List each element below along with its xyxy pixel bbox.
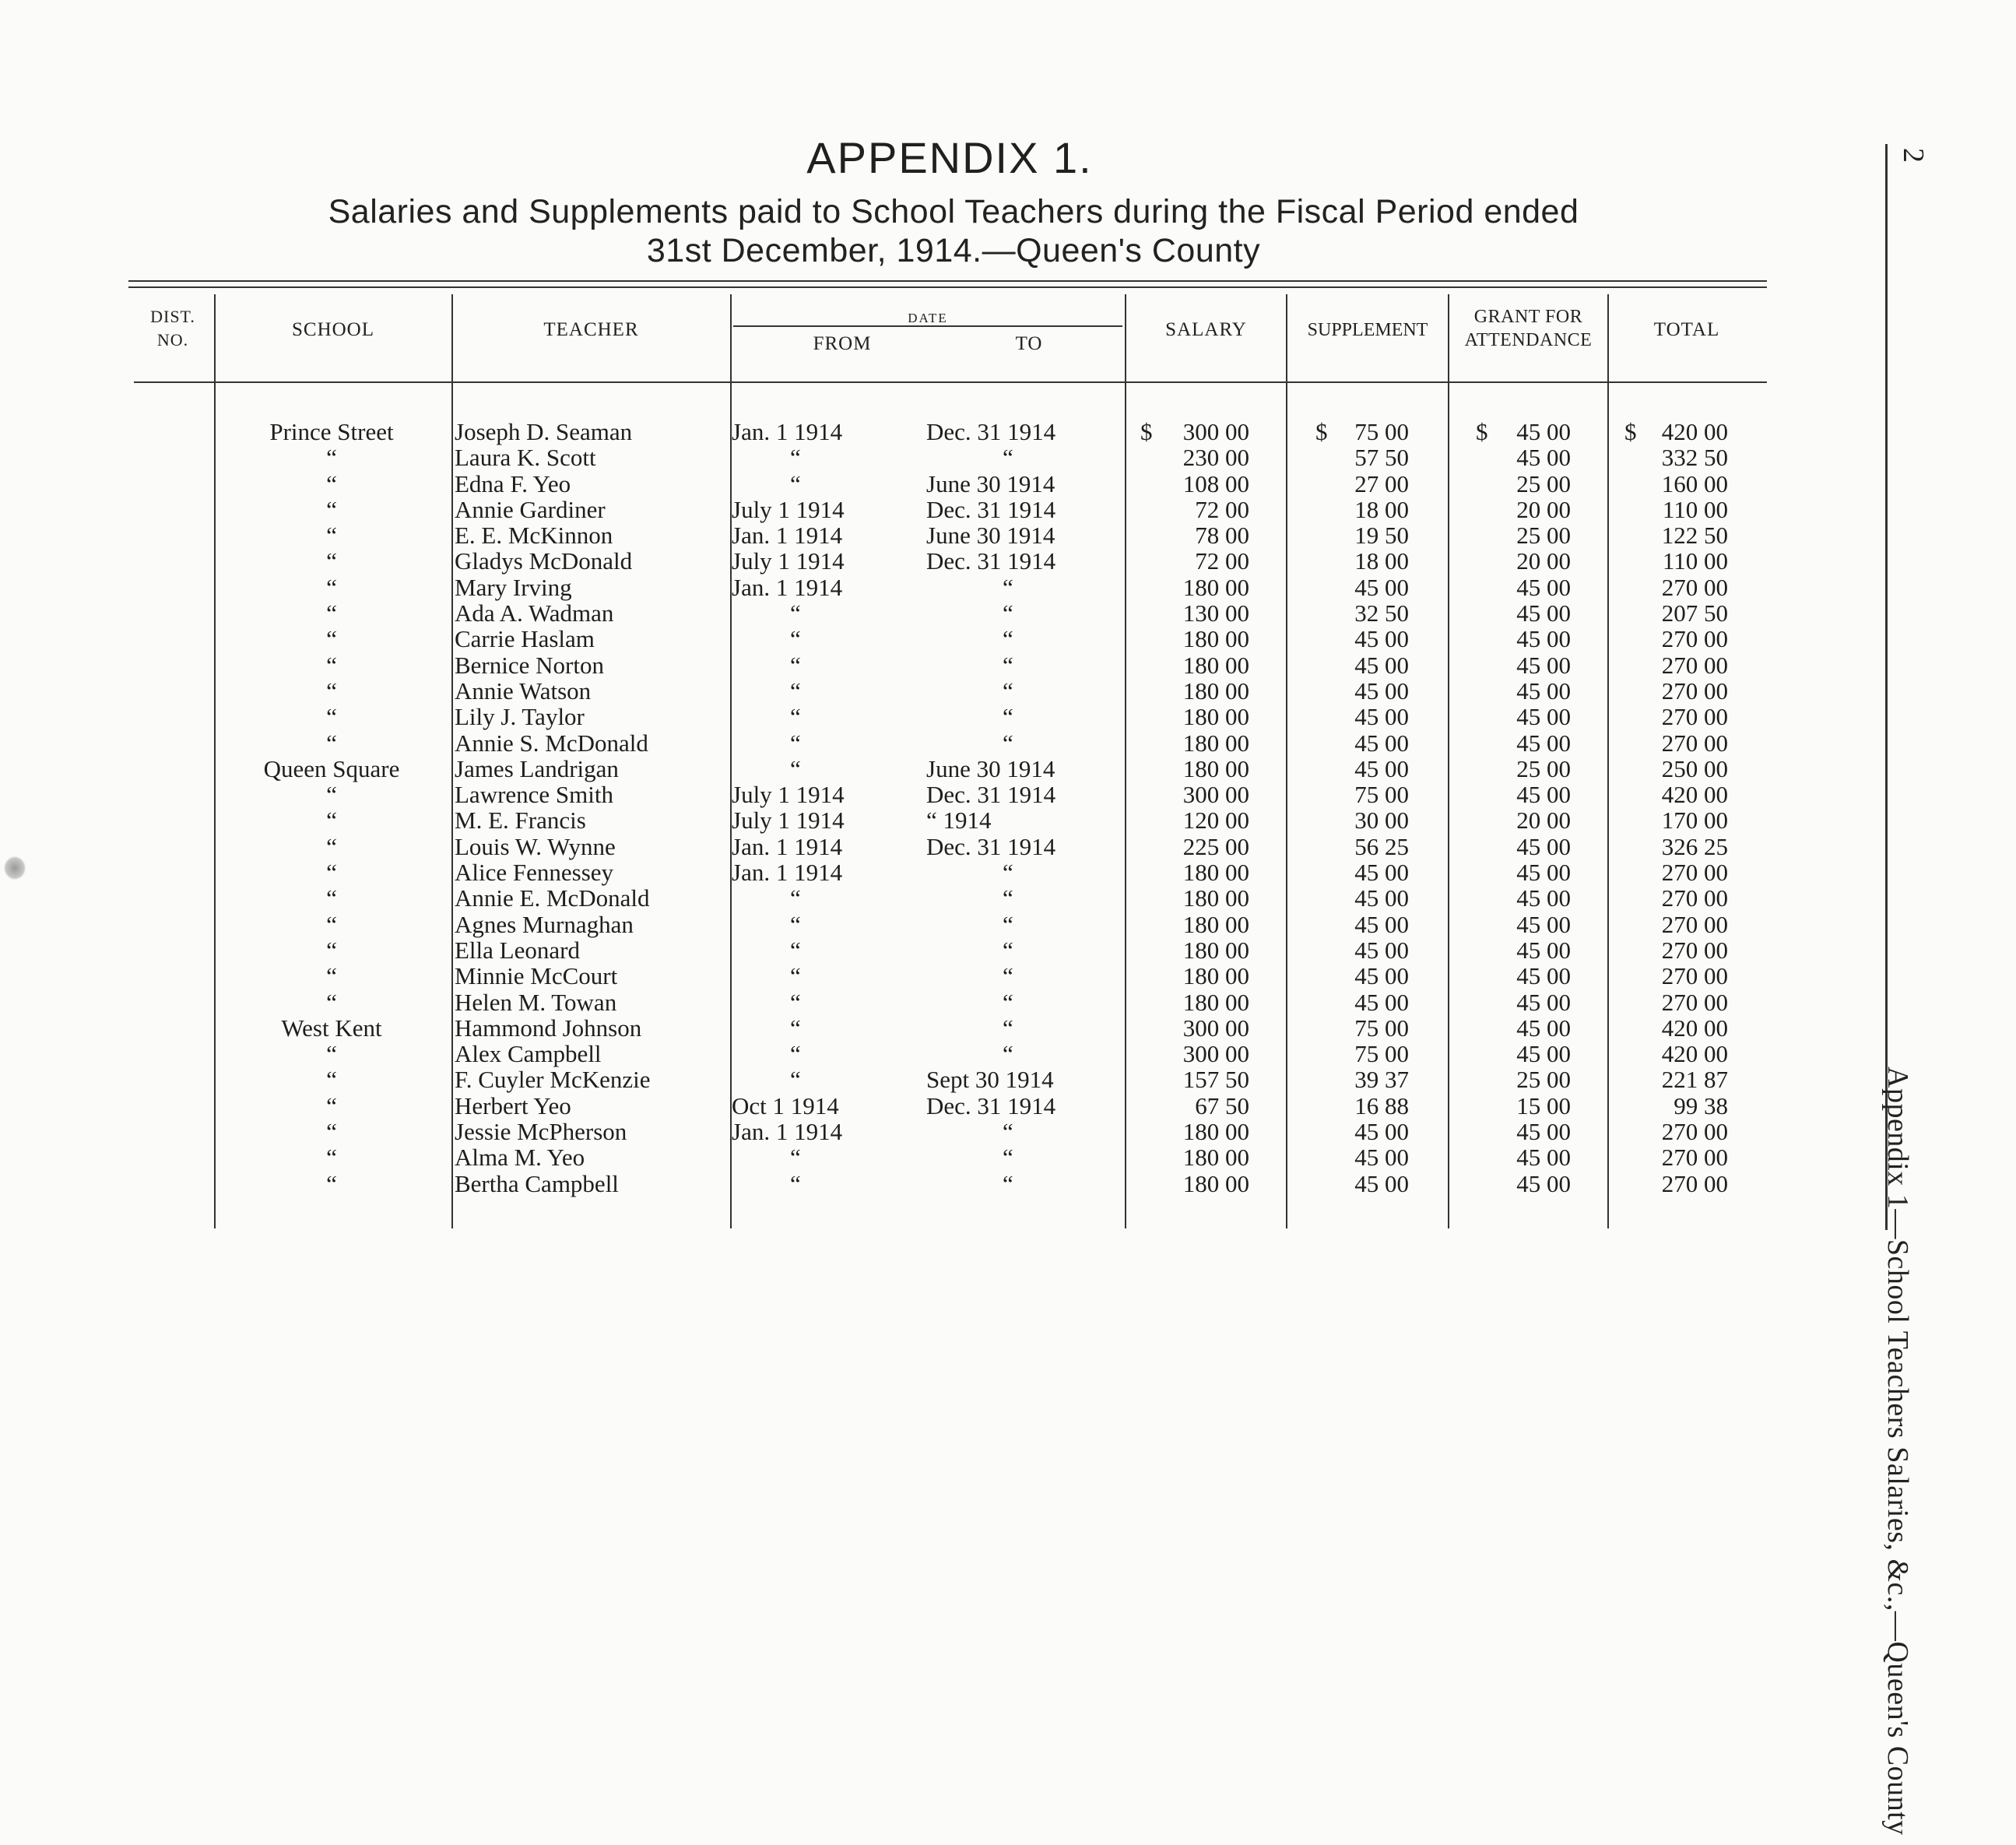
grant-cell: 45 00 [1516, 1118, 1571, 1146]
total-cell: 99 38 [1674, 1091, 1728, 1119]
table-row [0, 704, 1899, 729]
total-cell: 221 87 [1661, 1066, 1728, 1094]
grant-cell: 45 00 [1516, 703, 1571, 731]
from-date-cell: Jan. 1 1914 [732, 418, 843, 445]
teacher-cell: Alma M. Yeo [455, 1144, 585, 1172]
total-cell: 332 50 [1661, 444, 1728, 472]
total-cell: 326 25 [1661, 832, 1728, 860]
to-date-cell: “ [1003, 988, 1013, 1016]
salary-cell: 180 00 [1182, 754, 1249, 782]
total-cell: 250 00 [1661, 754, 1728, 782]
grant-cell: 45 00 [1516, 859, 1571, 887]
from-date-cell: “ [790, 988, 801, 1016]
to-date-cell: Dec. 31 1914 [926, 1091, 1056, 1119]
salary-cell: 78 00 [1195, 522, 1249, 550]
supplement-cell: 75 00 [1354, 781, 1409, 809]
teacher-cell: Annie S. McDonald [455, 729, 648, 757]
teacher-cell: Joseph D. Seaman [455, 418, 633, 445]
to-date-cell: “ [1003, 910, 1013, 938]
school-cell: “ [326, 962, 337, 990]
grant-cell: 25 00 [1516, 522, 1571, 550]
supplement-cell: 45 00 [1354, 625, 1409, 653]
supplement-cell: 19 50 [1354, 522, 1409, 550]
supplement-cell: 56 25 [1354, 832, 1409, 860]
teacher-cell: Edna F. Yeo [455, 469, 571, 497]
table-row [0, 963, 1899, 989]
teacher-cell: Ella Leonard [455, 936, 580, 964]
grant-cell: 45 00 [1516, 910, 1571, 938]
teacher-cell: F. Cuyler McKenzie [455, 1066, 651, 1094]
supplement-cell: 45 00 [1354, 1118, 1409, 1146]
school-cell: “ [326, 729, 337, 757]
total-cell: 270 00 [1661, 1144, 1728, 1172]
teacher-cell: Bertha Campbell [455, 1169, 619, 1197]
table-row [0, 1144, 1899, 1170]
salary-cell: 300 00 [1182, 1014, 1249, 1042]
from-date-cell: July 1 1914 [732, 781, 845, 809]
supplement-cell: 45 00 [1354, 754, 1409, 782]
from-date-cell: “ [790, 469, 801, 497]
school-cell: “ [326, 1040, 337, 1068]
table-row [0, 1015, 1899, 1041]
from-date-cell: “ [790, 444, 801, 472]
header-from: FROM [813, 333, 872, 354]
grant-cell: 45 00 [1516, 781, 1571, 809]
from-date-cell: July 1 1914 [732, 807, 845, 835]
table-row [0, 497, 1899, 522]
school-cell: “ [326, 444, 337, 472]
teacher-cell: Carrie Haslam [455, 625, 595, 653]
table-row [0, 445, 1899, 470]
to-date-cell: “ [1003, 625, 1013, 653]
school-cell: “ [326, 1144, 337, 1172]
to-date-cell: “ [1003, 1144, 1013, 1172]
table-top-rule [128, 280, 1767, 282]
supplement-cell: 45 00 [1354, 703, 1409, 731]
teacher-cell: Herbert Yeo [455, 1091, 571, 1119]
to-date-cell: Dec. 31 1914 [926, 495, 1056, 523]
to-date-cell: Sept 30 1914 [926, 1066, 1054, 1094]
grant-cell: 20 00 [1516, 495, 1571, 523]
supplement-cell: 57 50 [1354, 444, 1409, 472]
table-row [0, 756, 1899, 782]
grant-cell: 25 00 [1516, 1066, 1571, 1094]
salary-cell: 225 00 [1182, 832, 1249, 860]
salary-cell: 130 00 [1182, 599, 1249, 627]
salary-cell: 180 00 [1182, 729, 1249, 757]
school-cell: “ [326, 1066, 337, 1094]
from-date-cell: July 1 1914 [732, 547, 845, 575]
from-date-cell: “ [790, 1014, 801, 1042]
table-row [0, 1171, 1899, 1197]
table-row [0, 730, 1899, 756]
header-dist-no [134, 305, 212, 352]
salary-cell: 72 00 [1195, 495, 1249, 523]
total-cell: 270 00 [1661, 910, 1728, 938]
grant-cell: 45 00 [1516, 625, 1571, 653]
to-date-cell: Dec. 31 1914 [926, 781, 1056, 809]
teacher-cell: Lily J. Taylor [455, 703, 585, 731]
teacher-cell: Ada A. Wadman [455, 599, 614, 627]
from-date-cell: “ [790, 910, 801, 938]
grant-cell: 45 00 [1516, 444, 1571, 472]
grant-cell: 45 00 [1516, 599, 1571, 627]
salary-cell: 180 00 [1182, 1144, 1249, 1172]
table-row [0, 652, 1899, 678]
grant-cell: 25 00 [1516, 469, 1571, 497]
supplement-cell: 45 00 [1354, 910, 1409, 938]
header-dist-no-text: DIST. NO. [150, 307, 195, 350]
page-number: 2 [1897, 148, 1930, 163]
school-cell: “ [326, 936, 337, 964]
grant-cell: 15 00 [1516, 1091, 1571, 1119]
salary-cell: 180 00 [1182, 573, 1249, 601]
to-date-cell: “ [1003, 936, 1013, 964]
school-cell: “ [326, 884, 337, 912]
total-cell: 207 50 [1661, 599, 1728, 627]
side-running-caption: Appendix 1—School Teachers Salaries, &c.,—Queen's County [1881, 1067, 1914, 1836]
teacher-cell: Annie E. McDonald [455, 884, 650, 912]
page-subtitle-line1: Salaries and Supplements paid to School Teachers during the Fiscal Period ended [328, 193, 1579, 230]
to-date-cell: “ [1003, 444, 1013, 472]
from-date-cell: Jan. 1 1914 [732, 573, 843, 601]
total-cell: 270 00 [1661, 988, 1728, 1016]
header-school: SCHOOL [291, 319, 374, 340]
header-grant-text: GRANT FOR ATTENDANCE [1464, 307, 1593, 350]
grant-cell: 25 00 [1516, 754, 1571, 782]
supplement-cell: 45 00 [1354, 962, 1409, 990]
school-cell: “ [326, 988, 337, 1016]
to-date-cell: “ [1003, 1040, 1013, 1068]
total-cell: 270 00 [1661, 884, 1728, 912]
header-grant [1449, 305, 1607, 352]
supplement-cell: 75 00 [1354, 418, 1409, 445]
salary-cell: 180 00 [1182, 651, 1249, 679]
to-date-cell: “ [1003, 573, 1013, 601]
school-cell: “ [326, 625, 337, 653]
from-date-cell: “ [790, 625, 801, 653]
grant-cell: 45 00 [1516, 729, 1571, 757]
school-cell: “ [326, 832, 337, 860]
table-row [0, 937, 1899, 963]
supplement-cell: 45 00 [1354, 884, 1409, 912]
table-row [0, 575, 1899, 600]
table-row [0, 912, 1899, 937]
total-cell: 270 00 [1661, 651, 1728, 679]
to-date-cell: “ [1003, 859, 1013, 887]
from-date-cell: July 1 1914 [732, 495, 845, 523]
school-cell: “ [326, 547, 337, 575]
salary-cell: 180 00 [1182, 1169, 1249, 1197]
total-cell: 270 00 [1661, 703, 1728, 731]
from-date-cell: “ [790, 936, 801, 964]
supplement-cell: 18 00 [1354, 495, 1409, 523]
from-date-cell: “ [790, 599, 801, 627]
teacher-cell: Hammond Johnson [455, 1014, 642, 1042]
from-date-cell: “ [790, 676, 801, 705]
to-date-cell: “ [1003, 962, 1013, 990]
from-date-cell: “ [790, 1144, 801, 1172]
grant-cell: 45 00 [1516, 962, 1571, 990]
table-row [0, 419, 1899, 445]
grant-cell: 45 00 [1516, 832, 1571, 860]
school-cell: “ [326, 859, 337, 887]
salary-cell: 67 50 [1195, 1091, 1249, 1119]
salary-cell: 180 00 [1182, 1118, 1249, 1146]
salary-cell: 120 00 [1182, 807, 1249, 835]
supplement-cell: 18 00 [1354, 547, 1409, 575]
total-cell: 160 00 [1661, 469, 1728, 497]
total-cell: 420 00 [1661, 418, 1728, 445]
total-cell: 110 00 [1662, 547, 1728, 575]
total-cell: 122 50 [1661, 522, 1728, 550]
school-cell: “ [326, 1169, 337, 1197]
school-cell: “ [326, 676, 337, 705]
from-date-cell: Jan. 1 1914 [732, 522, 843, 550]
salary-dollar-sign: $ [1140, 418, 1153, 445]
to-date-cell: “ [1003, 884, 1013, 912]
total-cell: 270 00 [1661, 936, 1728, 964]
grant-cell: 20 00 [1516, 807, 1571, 835]
table-top-rule-2 [128, 286, 1767, 288]
total-cell: 170 00 [1661, 807, 1728, 835]
teacher-cell: James Landrigan [455, 754, 619, 782]
supplement-cell: 45 00 [1354, 651, 1409, 679]
table-row [0, 1093, 1899, 1119]
to-date-cell: June 30 1914 [926, 754, 1055, 782]
supplement-dollar-sign: $ [1315, 418, 1328, 445]
teacher-cell: Jessie McPherson [455, 1118, 627, 1146]
page-subtitle-line2: 31st December, 1914.—Queen's County [646, 232, 1261, 269]
salary-cell: 72 00 [1195, 547, 1249, 575]
school-cell: Queen Square [263, 754, 400, 782]
table-row [0, 834, 1899, 859]
school-cell: Prince Street [269, 418, 394, 445]
grant-cell: 45 00 [1516, 1144, 1571, 1172]
from-date-cell: Jan. 1 1914 [732, 859, 843, 887]
to-date-cell: June 30 1914 [926, 469, 1055, 497]
header-to: TO [1015, 333, 1043, 354]
to-date-cell: “ [1003, 729, 1013, 757]
to-date-cell: “ [1003, 1118, 1013, 1146]
table-row [0, 1067, 1899, 1092]
from-date-cell: Jan. 1 1914 [732, 1118, 843, 1146]
salary-cell: 230 00 [1182, 444, 1249, 472]
table-row [0, 678, 1899, 704]
school-cell: “ [326, 573, 337, 601]
table-row [0, 859, 1899, 885]
from-date-cell: “ [790, 1040, 801, 1068]
from-date-cell: “ [790, 754, 801, 782]
header-date: DATE [908, 311, 948, 325]
school-cell: “ [326, 522, 337, 550]
total-cell: 420 00 [1661, 781, 1728, 809]
teacher-cell: Helen M. Towan [455, 988, 617, 1016]
salary-cell: 180 00 [1182, 676, 1249, 705]
to-date-cell: “ [1003, 599, 1013, 627]
table-row [0, 989, 1899, 1015]
grant-cell: 45 00 [1516, 651, 1571, 679]
from-date-cell: Jan. 1 1914 [732, 832, 843, 860]
from-date-cell: “ [790, 651, 801, 679]
total-cell: 270 00 [1661, 962, 1728, 990]
to-date-cell: Dec. 31 1914 [926, 832, 1056, 860]
total-cell: 270 00 [1661, 676, 1728, 705]
school-cell: “ [326, 781, 337, 809]
from-date-cell: Oct 1 1914 [732, 1091, 839, 1119]
teacher-cell: Alex Campbell [455, 1040, 602, 1068]
teacher-cell: Lawrence Smith [455, 781, 614, 809]
teacher-cell: Alice Fennessey [455, 859, 614, 887]
supplement-cell: 45 00 [1354, 573, 1409, 601]
from-date-cell: “ [790, 884, 801, 912]
to-date-cell: “ 1914 [926, 807, 992, 835]
grant-cell: 20 00 [1516, 547, 1571, 575]
total-cell: 420 00 [1661, 1014, 1728, 1042]
school-cell: West Kent [281, 1014, 382, 1042]
supplement-cell: 45 00 [1354, 1144, 1409, 1172]
total-cell: 270 00 [1661, 1169, 1728, 1197]
grant-cell: 45 00 [1516, 936, 1571, 964]
teacher-cell: Gladys McDonald [455, 547, 633, 575]
salary-cell: 180 00 [1182, 962, 1249, 990]
teacher-cell: Annie Gardiner [455, 495, 606, 523]
salary-cell: 180 00 [1182, 625, 1249, 653]
supplement-cell: 75 00 [1354, 1014, 1409, 1042]
table-row [0, 600, 1899, 626]
supplement-cell: 45 00 [1354, 988, 1409, 1016]
salary-cell: 180 00 [1182, 936, 1249, 964]
salary-cell: 180 00 [1182, 703, 1249, 731]
table-row [0, 885, 1899, 911]
grant-cell: 45 00 [1516, 1169, 1571, 1197]
school-cell: “ [326, 469, 337, 497]
salary-cell: 108 00 [1182, 469, 1249, 497]
to-date-cell: “ [1003, 651, 1013, 679]
total-dollar-sign: $ [1624, 418, 1637, 445]
salary-cell: 180 00 [1182, 884, 1249, 912]
school-cell: “ [326, 703, 337, 731]
supplement-cell: 45 00 [1354, 936, 1409, 964]
grant-cell: 45 00 [1516, 418, 1571, 445]
salary-cell: 300 00 [1182, 418, 1249, 445]
supplement-cell: 27 00 [1354, 469, 1409, 497]
supplement-cell: 45 00 [1354, 676, 1409, 705]
total-cell: 270 00 [1661, 573, 1728, 601]
supplement-cell: 32 50 [1354, 599, 1409, 627]
total-cell: 420 00 [1661, 1040, 1728, 1068]
total-cell: 110 00 [1662, 495, 1728, 523]
salary-cell: 300 00 [1182, 1040, 1249, 1068]
grant-dollar-sign: $ [1476, 418, 1488, 445]
school-cell: “ [326, 495, 337, 523]
total-cell: 270 00 [1661, 1118, 1728, 1146]
grant-cell: 45 00 [1516, 884, 1571, 912]
grant-cell: 45 00 [1516, 988, 1571, 1016]
teacher-cell: Laura K. Scott [455, 444, 596, 472]
supplement-cell: 39 37 [1354, 1066, 1409, 1094]
teacher-cell: Agnes Murnaghan [455, 910, 634, 938]
grant-cell: 45 00 [1516, 573, 1571, 601]
to-date-cell: “ [1003, 676, 1013, 705]
teacher-cell: M. E. Francis [455, 807, 586, 835]
supplement-cell: 45 00 [1354, 729, 1409, 757]
supplement-cell: 45 00 [1354, 1169, 1409, 1197]
grant-cell: 45 00 [1516, 1040, 1571, 1068]
salary-cell: 300 00 [1182, 781, 1249, 809]
supplement-cell: 45 00 [1354, 859, 1409, 887]
from-date-cell: “ [790, 729, 801, 757]
total-cell: 270 00 [1661, 625, 1728, 653]
grant-cell: 45 00 [1516, 676, 1571, 705]
table-body [0, 419, 1899, 1197]
teacher-cell: E. E. McKinnon [455, 522, 613, 550]
table-row [0, 807, 1899, 833]
table-row [0, 626, 1899, 652]
from-date-cell: “ [790, 1169, 801, 1197]
to-date-cell: “ [1003, 1014, 1013, 1042]
grant-cell: 45 00 [1516, 1014, 1571, 1042]
to-date-cell: Dec. 31 1914 [926, 418, 1056, 445]
header-supplement: SUPPLEMENT [1307, 320, 1428, 340]
school-cell: “ [326, 807, 337, 835]
teacher-cell: Mary Irving [455, 573, 572, 601]
teacher-cell: Annie Watson [455, 676, 592, 705]
header-salary: SALARY [1165, 319, 1247, 340]
table-row [0, 548, 1899, 574]
from-date-cell: “ [790, 962, 801, 990]
table-row [0, 522, 1899, 548]
school-cell: “ [326, 599, 337, 627]
supplement-cell: 16 88 [1354, 1091, 1409, 1119]
to-date-cell: June 30 1914 [926, 522, 1055, 550]
total-cell: 270 00 [1661, 859, 1728, 887]
school-cell: “ [326, 910, 337, 938]
header-total: TOTAL [1653, 319, 1720, 340]
page-title: APPENDIX 1. [806, 133, 1093, 182]
teacher-cell: Louis W. Wynne [455, 832, 616, 860]
table-row [0, 471, 1899, 497]
to-date-cell: Dec. 31 1914 [926, 547, 1056, 575]
from-date-cell: “ [790, 1066, 801, 1094]
header-bottom-rule [134, 381, 1767, 383]
salary-cell: 180 00 [1182, 910, 1249, 938]
table-row [0, 1119, 1899, 1144]
school-cell: “ [326, 1118, 337, 1146]
to-date-cell: “ [1003, 1169, 1013, 1197]
from-date-cell: “ [790, 703, 801, 731]
teacher-cell: Bernice Norton [455, 651, 604, 679]
salary-cell: 180 00 [1182, 988, 1249, 1016]
school-cell: “ [326, 1091, 337, 1119]
header-teacher: TEACHER [543, 319, 639, 340]
supplement-cell: 30 00 [1354, 807, 1409, 835]
table-row [0, 782, 1899, 807]
supplement-cell: 75 00 [1354, 1040, 1409, 1068]
total-cell: 270 00 [1661, 729, 1728, 757]
salary-cell: 157 50 [1182, 1066, 1249, 1094]
table-row [0, 1041, 1899, 1067]
salary-cell: 180 00 [1182, 859, 1249, 887]
to-date-cell: “ [1003, 703, 1013, 731]
school-cell: “ [326, 651, 337, 679]
teacher-cell: Minnie McCourt [455, 962, 618, 990]
